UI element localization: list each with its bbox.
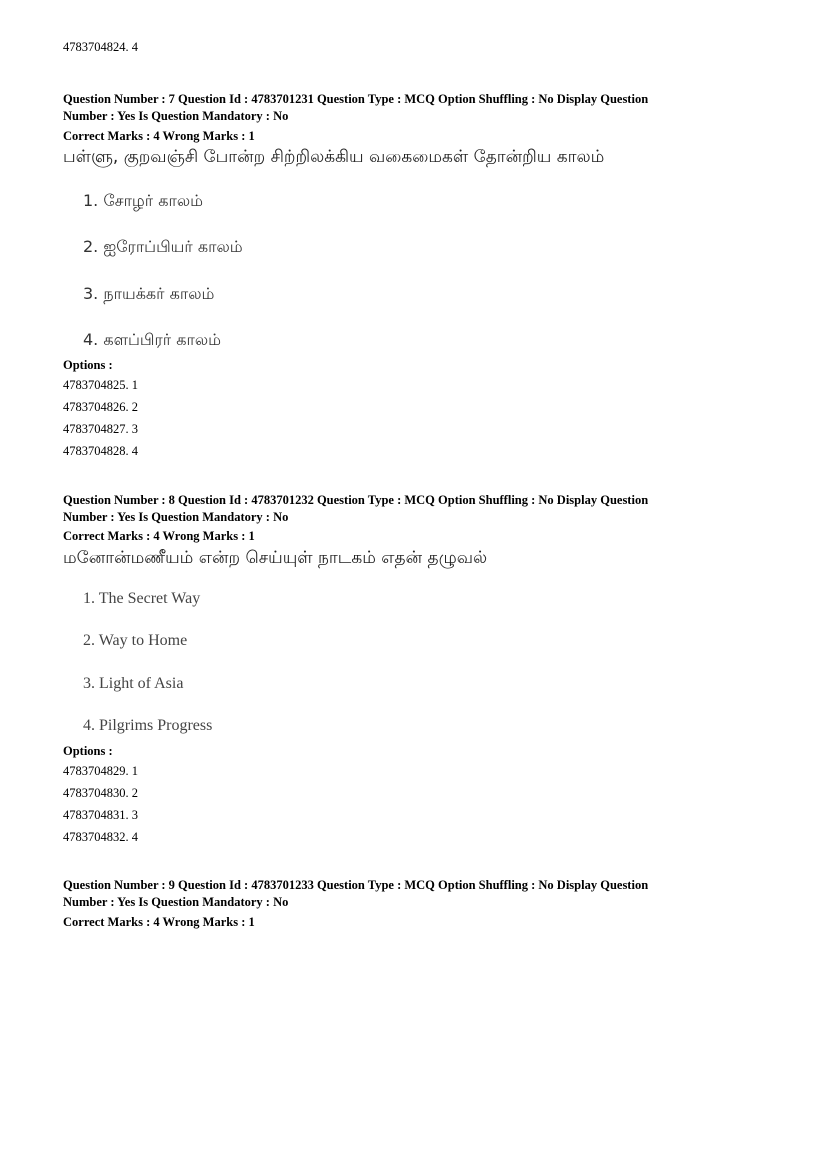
question-7-choice-2: 2. ஐரோப்பியர் காலம் bbox=[83, 237, 243, 256]
question-meta-line1: Question Number : 7 Question Id : 4783701231 Question Type : MCQ Option Shuffling : No Display Question bbox=[63, 92, 649, 106]
option-id-line: 4783704829. 1 bbox=[63, 764, 138, 778]
question-7-text: பள்ளு, குறவஞ்சி போன்ற சிற்றிலக்கிய வகைமைகள் தோன்றிய காலம் bbox=[63, 147, 605, 167]
question-7-choice-4: 4. களப்பிரர் காலம் bbox=[83, 330, 221, 349]
question-9-meta bbox=[63, 877, 763, 911]
question-7-marks: Correct Marks : 4 Wrong Marks : 1 bbox=[63, 129, 255, 143]
question-meta-line2: Number : Yes Is Question Mandatory : No bbox=[63, 109, 289, 123]
question-meta-line1: Question Number : 8 Question Id : 4783701232 Question Type : MCQ Option Shuffling : No Display Question bbox=[63, 493, 649, 507]
question-8-marks: Correct Marks : 4 Wrong Marks : 1 bbox=[63, 529, 255, 543]
option-id-line: 4783704825. 1 bbox=[63, 378, 138, 392]
option-id-line: 4783704824. 4 bbox=[63, 40, 138, 54]
option-id-line: 4783704828. 4 bbox=[63, 444, 138, 458]
option-id-line: 4783704826. 2 bbox=[63, 400, 138, 414]
question-8-choice-3: 3. Light of Asia bbox=[83, 675, 184, 692]
question-9-marks: Correct Marks : 4 Wrong Marks : 1 bbox=[63, 915, 255, 929]
question-meta-line2: Number : Yes Is Question Mandatory : No bbox=[63, 895, 289, 909]
options-label: Options : bbox=[63, 358, 113, 372]
option-id-line: 4783704831. 3 bbox=[63, 808, 138, 822]
options-label: Options : bbox=[63, 744, 113, 758]
question-meta-line1: Question Number : 9 Question Id : 4783701233 Question Type : MCQ Option Shuffling : No Display Question bbox=[63, 878, 649, 892]
question-8-meta bbox=[63, 492, 763, 526]
question-8-choice-4: 4. Pilgrims Progress bbox=[83, 717, 213, 734]
question-7-choice-1: 1. சோழர் காலம் bbox=[83, 191, 203, 210]
question-meta-line2: Number : Yes Is Question Mandatory : No bbox=[63, 510, 289, 524]
question-8-choice-2: 2. Way to Home bbox=[83, 632, 188, 649]
option-id-line: 4783704832. 4 bbox=[63, 830, 138, 844]
question-8-choice-1: 1. The Secret Way bbox=[83, 590, 201, 607]
option-id-line: 4783704827. 3 bbox=[63, 422, 138, 436]
question-8-text: மனோன்மணீயம் என்ற செய்யுள் நாடகம் எதன் தழுவல் bbox=[63, 548, 488, 568]
question-7-choice-3: 3. நாயக்கர் காலம் bbox=[83, 284, 215, 303]
question-7-meta bbox=[63, 91, 763, 125]
option-id-line: 4783704830. 2 bbox=[63, 786, 138, 800]
